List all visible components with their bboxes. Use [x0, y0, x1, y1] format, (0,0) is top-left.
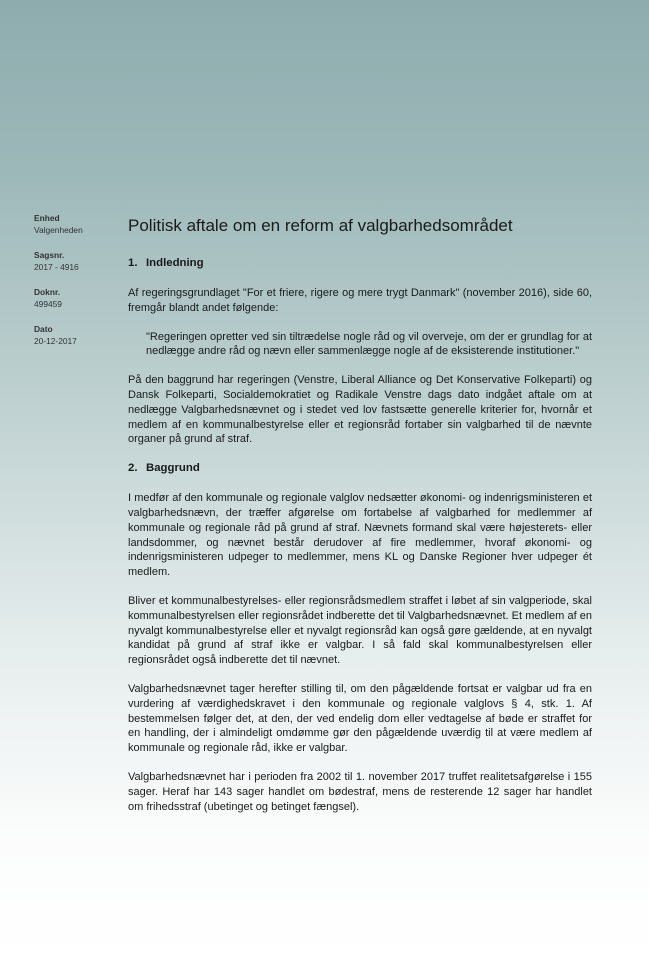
meta-value: 2017 - 4916: [34, 262, 79, 272]
section-heading: [128, 256, 592, 270]
meta-document-number: [34, 286, 118, 310]
document-title: Politisk aftale om en reform af valgbarhedsområdet: [128, 216, 513, 235]
meta-case-number: [34, 249, 118, 273]
section-title: Indledning: [146, 257, 204, 269]
paragraph: På den baggrund har regeringen (Venstre, Liberal Alliance og Det Konservative Folkeparti) og Dansk Folkeparti, Socialdemokratiet og Radikale Venstre dags dato indgået aftale om at nedlægge Valgbarhedsnævnet og i stedet ved lov fastsætte generelle kriterier for, hvornår et medlem af en kommunalbestyrelse eller et regionsråd fortaber sin valgbarhed til de nævnte organer på grund af straf.: [128, 374, 592, 446]
section-title: Baggrund: [146, 462, 200, 475]
meta-label: Dato: [34, 324, 53, 334]
document-metadata: [34, 212, 118, 360]
meta-value: 499459: [34, 299, 62, 309]
paragraph: Af regeringsgrundlaget "For et friere, rigere og mere trygt Danmark" (november 2016), side 60, fremgår blandt andet følgende:: [128, 287, 592, 314]
meta-date: [34, 323, 118, 347]
meta-label: Doknr.: [34, 287, 61, 297]
section-number: 2.: [128, 462, 138, 475]
section-heading: [128, 461, 592, 475]
paragraph: Valgbarhedsnævnet tager herefter stilling til, om den pågældende fortsat er valgbar ud fra en vurdering af værdighedskravet i den kommunale og regionale valglovs § 4, stk. 1. Af bestemmelsen følger det, at den, der ved endelig dom eller vedtagelse af bøde er straffet for en handling, der i almindeligt omdømme gør den pågældende uværdig til at være medlem af kommunale og regionale råd, ikke er valgbar.: [128, 682, 592, 755]
meta-unit: [34, 212, 118, 236]
paragraph: Valgbarhedsnævnet har i perioden fra 2002 til 1. november 2017 truffet realitetsafgørelse i 155 sager. Heraf har 143 sager handlet om bødestraf, mens de resterende 12 sager har handlet om frihedsstraf (ubetinget og betinget fængsel).: [128, 770, 592, 813]
block-quote: "Regeringen opretter ved sin tiltrædelse nogle råd og vil overveje, om der er grundlag for at nedlægge andre råd og nævn eller sammenlægge nogle af de eksisterende institutioner.": [146, 330, 592, 358]
paragraph: Bliver et kommunalbestyrelses- eller regionsrådsmedlem straffet i løbet af sin valgperiode, skal kommunalbestyrelsen eller regionsrådet indberette det til Valgbarhedsnævnet. Et medlem af en nyvalgt kommunalbestyrelse eller et nyvalgt regionsråd kan også gøre gældende, at en nyvalgt kandidat på grund af straf ikke er valgbar. I så fald skal kommunalbestyrelsen eller regionsrådet også indberette det til nævnet.: [128, 594, 592, 667]
document-body: [128, 214, 592, 828]
meta-value: Valgenheden: [34, 225, 83, 235]
meta-value: 20-12-2017: [34, 336, 77, 346]
meta-label: Enhed: [34, 213, 60, 223]
section-number: 1.: [128, 257, 138, 269]
paragraph: I medfør af den kommunale og regionale valglov nedsætter økonomi- og indenrigsministeren et valgbarhedsnævn, der træffer afgørelse om fortabelse af valgbarhed for medlemmer af kommunale og regionale råd på grund af straf. Nævnets formand skal være højesterets- eller landsdommer, og nævnet består derudover af fire medlemmer, hvoraf økonomi- og indenrigsministeren udpeger to medlemmer, mens KL og Danske Regioner hver udpeger ét medlem.: [128, 492, 592, 579]
meta-label: Sagsnr.: [34, 250, 65, 260]
